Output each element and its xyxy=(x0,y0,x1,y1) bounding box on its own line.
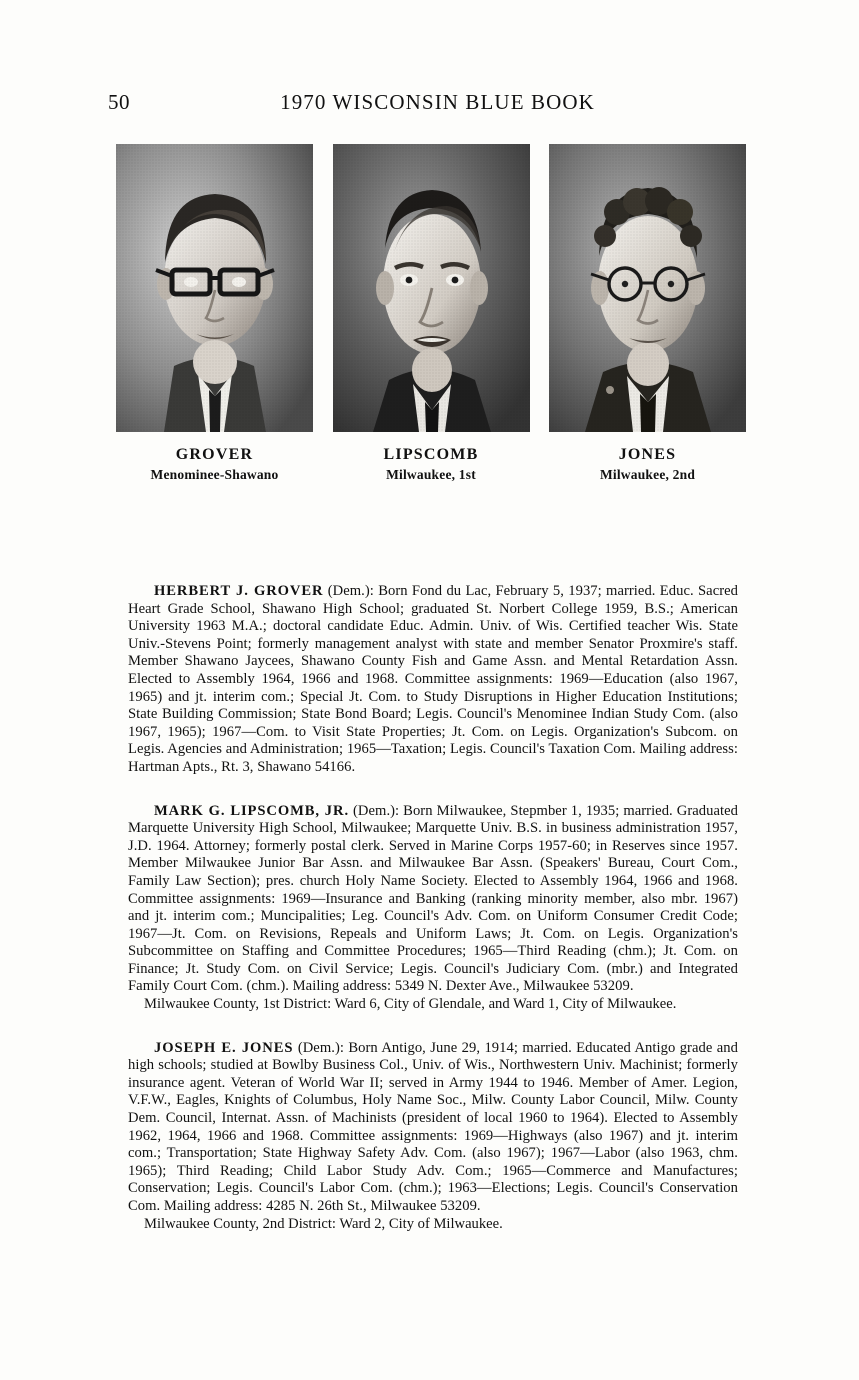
biography-lipscomb xyxy=(128,803,738,997)
running-head xyxy=(0,90,859,120)
caption-name: LIPSCOMB xyxy=(383,446,479,463)
district-note-jones: Milwaukee County, 2nd District: Ward 2, City of Milwaukee. xyxy=(144,1215,503,1232)
portrait-grover xyxy=(116,144,313,432)
biography-text: (Dem.): Born Fond du Lac, February 5, 1937; married. Educ. Sacred Heart Grade School, Shawano High School; graduated St. Norbert College 1959, B.S.; American University 1963 M.A.; doctoral candidate Educ. Admin. Univ. of Wis. Certified teacher Wis. State Univ.-Stevens Point; formerly management analyst with state and member Senator Proxmire's staff. Member Shawano Jaycees, Shawano County Fish and Game Assn. and Mental Retardation Assn. Elected to Assembly 1964, 1966 and 1968. Committee assignments: 1969—Education (also 1967, 1965) and jt. interim com.; Special Jt. Com. to Study Disruptions in Higher Education Institutions; State Building Commission; State Bond Board; Legis. Council's Menominee Indian Study Com. (also 1967, 1965); 1967—Com. to Visit State Properties; Jt. Com. on Legis. Organization's Subcom. on Legis. Agencies and Administration; 1965—Taxation; Legis. Council's Taxation Com. Mailing address: Hartman Apts., Rt. 3, Shawano 54166. xyxy=(128,583,739,775)
caption-district: Milwaukee, 1st xyxy=(386,466,476,482)
caption-name: GROVER xyxy=(175,446,254,463)
caption-row xyxy=(116,444,746,488)
body-column xyxy=(128,583,738,1233)
biography-text: (Dem.): Born Antigo, June 29, 1914; married. Educated Antigo grade and high schools; studied at Bowlby Business Col., Univ. of Wis., Northwestern Univ. Machinist; formerly insurance agent. Veteran of World War II; served in Army 1944 to 1946. Member of Amer. Legion, V.F.W., Eagles, Knights of Columbus, Holy Name Soc., Milw. County Labor Council, Milw. County Dem. Council, Internat. Assn. of Machinists (president of local 1960 to 1964). Elected to Assembly 1962, 1964, 1966 and 1968. Committee assignments: 1969—Highways (also 1967) and jt. interim com.; Transportation; State Highway Safety Adv. Com. (also 1967); 1967—Labor (also 1963, chm. 1965); Third Reading; Child Labor Study Adv. Com.; 1965—Commerce and Manufactures; Conservation; Legis. Council's Labor Com. (chm.); 1963—Elections; Legis. Council's Conservation Com. Mailing address: 4285 N. 26th St., Milwaukee 53209. xyxy=(128,1039,739,1214)
caption-jones xyxy=(549,444,746,488)
biography-lead-name: MARK G. LIPSCOMB, JR. xyxy=(154,802,349,819)
caption-district: Menominee-Shawano xyxy=(150,466,279,482)
portrait-lipscomb xyxy=(333,144,530,432)
caption-lipscomb xyxy=(333,444,530,488)
portrait-row xyxy=(116,144,746,432)
caption-district: Milwaukee, 2nd xyxy=(599,466,696,482)
district-note-lipscomb: Milwaukee County, 1st District: Ward 6, City of Glendale, and Ward 1, City of Milwaukee. xyxy=(144,996,677,1013)
biography-grover xyxy=(128,583,738,777)
biography-text: (Dem.): Born Milwaukee, Stepmber 1, 1935; married. Graduated Marquette University High School, Milwaukee; Marquette Univ. B.S. in business administration 1957, J.D. 1964. Attorney; formerly postal clerk. Served in Marine Corps 1957-60; in Reserves since 1957. Member Milwaukee Junior Bar Assn. and Milwaukee Bar Assn. (Speakers' Bureau, Court Com., Family Law Section); pres. church Holy Name Society. Elected to Assembly 1964, 1966 and 1968. Committee assignments: 1969—Insurance and Banking (ranking minority member, also mbr. 1967) and jt. interim com.; Muncipalities; Leg. Council's Adv. Com. on Uniform Consumer Credit Code; 1967—Jt. Com. on Revisions, Repeals and Uniform Laws; Jt. Com. on Legis. Organization's Subcommittee on Staffing and Committee Procedures; 1965—Third Reading (chm.); Jt. Com. on Finance; Jt. Study Com. on Civil Service; Legis. Council's Judiciary Com. (mbr.) and Integrated Family Court Com. (chm.). Mailing address: 5349 N. Dexter Ave., Milwaukee 53209. xyxy=(128,802,739,995)
portrait-jones xyxy=(549,144,746,432)
biography-lead-name: HERBERT J. GROVER xyxy=(154,583,324,599)
caption-grover xyxy=(116,444,313,488)
biography-lead-name: JOSEPH E. JONES xyxy=(154,1039,294,1056)
biography-jones xyxy=(128,1040,738,1216)
caption-name: JONES xyxy=(618,446,677,463)
page-title: 1970 WISCONSIN BLUE BOOK xyxy=(280,90,595,114)
page-number: 50 xyxy=(108,90,130,114)
